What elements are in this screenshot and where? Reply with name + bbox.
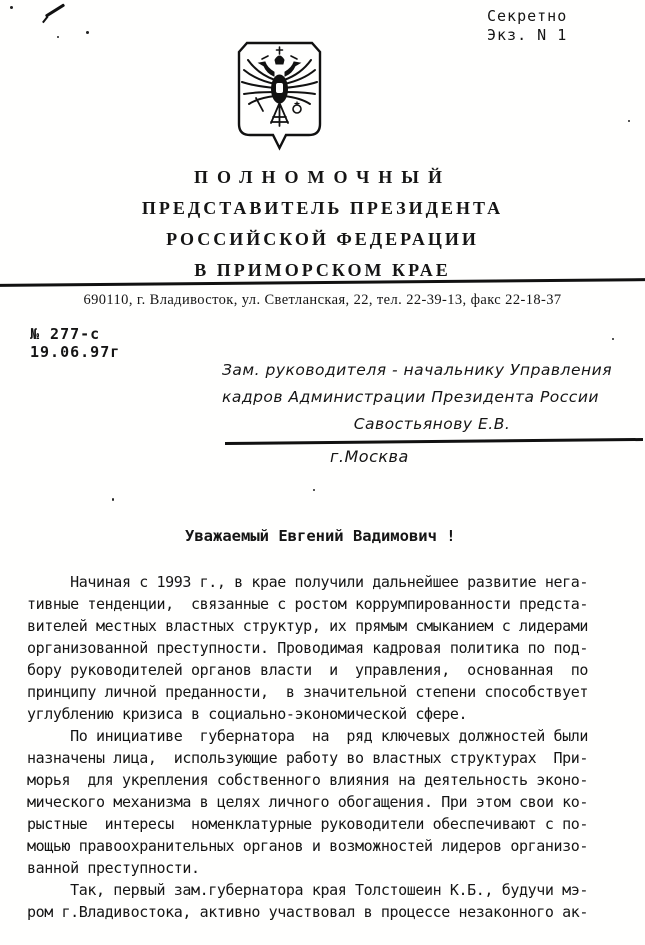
classification-block <box>487 7 567 45</box>
body-line: морья для укрепления собственного влияния на деятельность эконо- <box>27 771 588 789</box>
addressee-block <box>222 357 642 438</box>
reference-block <box>30 326 120 361</box>
body-line: организованной преступности. Проводимая кадровая политика по под- <box>27 639 588 657</box>
outgoing-number: № 277-с <box>30 325 101 343</box>
letterhead-address: 690110, г. Владивосток, ул. Светланская, 22, тел. 22-39-13, факс 22-18-37 <box>83 292 562 308</box>
addressee-line: Зам. руководителя - начальнику Управления <box>222 361 613 379</box>
secrecy-label: Секретно <box>487 7 568 25</box>
salutation: Уважаемый Евгений Вадимович ! <box>185 527 456 545</box>
addressee-name: Савостьянову Е.В. <box>353 415 511 433</box>
scan-noise-dot <box>628 120 630 122</box>
body-text <box>27 571 639 923</box>
body-line: углублению кризиса в социально-экономической сфере. <box>27 705 468 723</box>
letterhead-title-line: ПОЛНОМОЧНЫЙ <box>194 167 451 187</box>
body-line: Начиная с 1993 г., в крае получили дальнейшее развитие нега- <box>27 573 588 591</box>
scan-noise-dot <box>86 31 89 34</box>
scan-noise-dot <box>10 6 13 9</box>
addressee-line: кадров Администрации Президента России <box>222 388 599 406</box>
scan-noise-dot <box>612 338 614 340</box>
letterhead-title <box>0 162 645 286</box>
coat-of-arms-emblem <box>233 38 326 153</box>
scan-noise-dot <box>313 489 315 491</box>
addressee-city: г.Москва <box>330 447 409 466</box>
letterhead-title-line: РОССИЙСКОЙ ФЕДЕРАЦИИ <box>166 229 479 249</box>
body-line: По инициативе губернатора на ряд ключевых должностей были <box>27 727 588 745</box>
body-line: ром г.Владивостока, активно участвовал в процессе незаконного ак- <box>27 903 588 921</box>
copy-number-label: Экз. N 1 <box>487 26 568 44</box>
body-line: вителей местных властных структур, их прямым смыканием с лидерами <box>27 617 588 635</box>
outgoing-date: 19.06.97г <box>30 342 121 361</box>
body-line: Так, первый зам.губернатора края Толстошеин К.Б., будучи мэ- <box>27 881 588 899</box>
scan-noise-dot <box>57 36 59 38</box>
scan-noise-dot <box>112 498 114 501</box>
body-line: назначены лица, использующие работу во властных структурах При- <box>27 749 588 767</box>
letterhead-title-line: В ПРИМОРСКОМ КРАЕ <box>194 260 451 280</box>
addressee-underline-rule <box>225 438 643 445</box>
letterhead-title-line: ПРЕДСТАВИТЕЛЬ ПРЕЗИДЕНТА <box>141 198 504 218</box>
russian-double-headed-eagle-icon <box>233 38 326 153</box>
body-line: ванной преступности. <box>27 859 200 877</box>
body-line: бору руководителей органов власти и управления, основанная по <box>27 661 588 679</box>
body-line: мощью правоохранительных органов и возможностей лидеров организо- <box>27 837 588 855</box>
body-line: тивные тенденции, связанные с ростом коррумпированности предста- <box>27 595 588 613</box>
pen-stroke-mark <box>45 3 65 17</box>
body-line: принципу личной преданности, в значительной степени способствует <box>27 683 588 701</box>
body-line: мического механизма в целях личного обогащения. При этом свои ко- <box>27 793 588 811</box>
body-line: рыстные интересы номенклатурные руководители обеспечивают с по- <box>27 815 588 833</box>
